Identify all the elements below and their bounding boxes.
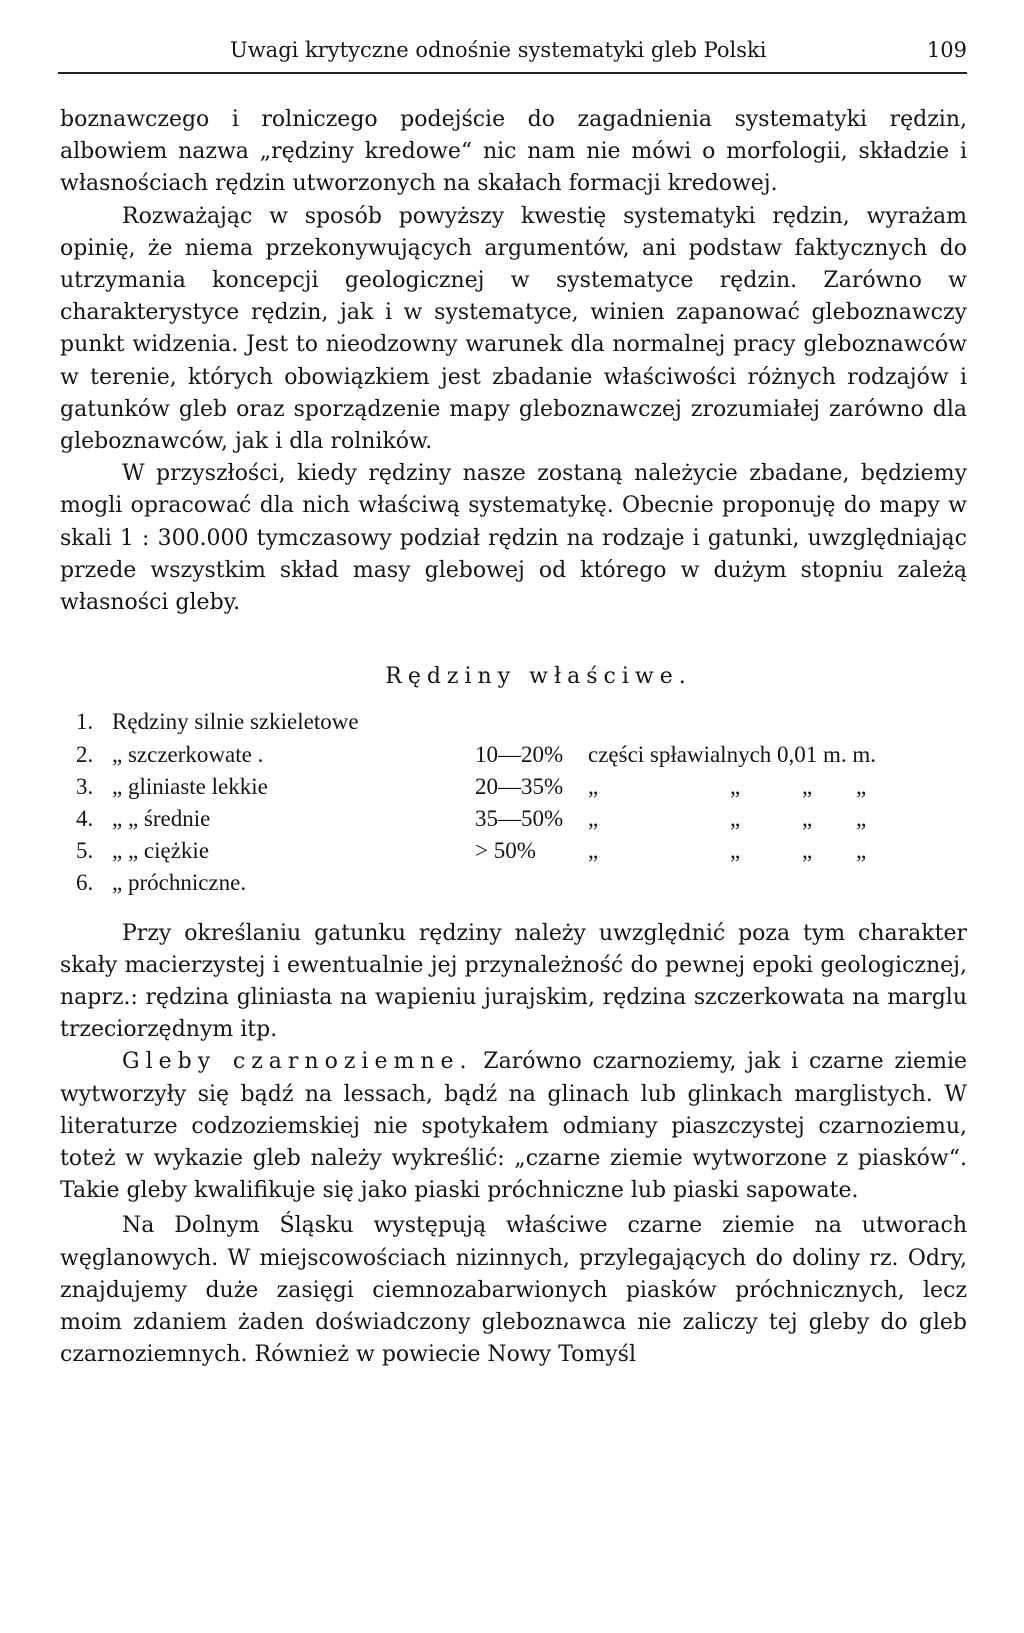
item-name: Rędziny silnie szkieletowe xyxy=(112,709,359,735)
item-description: części spławialnych 0,01 m. m. xyxy=(588,741,877,767)
ditto-mark: „ xyxy=(588,773,599,799)
paragraph-3: W przyszłości, kiedy rędziny nasze zostaną należycie zbadane, będziemy mogli opracować dla nich właściwą systematykę. Obecnie proponuję do mapy w skali 1 : 300.000 tymczasowy podział rędzin na rodzaje i gatunki, uwzględniając przede wszystkim skład masy glebowej od którego w dużym stopniu zależą własności gleby. xyxy=(60,461,967,616)
paragraph-5-lead: Gleby czarnoziemne. xyxy=(122,1049,473,1075)
header-rule xyxy=(58,72,967,74)
item-name: „ „ ciężkie xyxy=(112,838,210,864)
item-number: 5. xyxy=(76,838,94,864)
item-range: 10—20% xyxy=(475,741,564,767)
ditto-mark: „ xyxy=(856,773,867,799)
ditto-mark: „ xyxy=(802,806,813,832)
item-number: 1. xyxy=(76,709,94,735)
paragraph-1: boznawczego i rolniczego podejście do zagadnienia systematyki rędzin, albowiem nazwa „rędziny kredowe“ nic nam nie mówi o morfologii, składzie i własnościach rędzin utworzonych na skałach formacji kredowej. xyxy=(60,107,967,197)
item-name: „ próchniczne. xyxy=(112,870,247,896)
list-item xyxy=(60,739,967,771)
ditto-mark: „ xyxy=(802,838,813,864)
list-item xyxy=(60,867,967,899)
ditto-mark: „ xyxy=(588,806,599,832)
list-item xyxy=(60,803,967,835)
list-item xyxy=(60,771,967,803)
paragraph-2: Rozważając w sposób powyższy kwestię systematyki rędzin, wyrażam opinię, że niema przekonywujących argumentów, ani podstaw faktycznych do utrzymania koncepcji geologicznej w systematyce rędzin. Zarówno w charakterystyce rędzin, jak i w systematyce, winien zapanować gleboznawczy punkt widzenia. Jest to nieodzowny warunek dla normalnej pracy gleboznawców w terenie, których obowiązkiem jest zbadanie właściwości różnych rodzajów i gatunków gleb oraz sporządzenie mapy gleboznawczej zrozumiałej zarówno dla gleboznawców, jak i dla rolników. xyxy=(60,203,967,455)
item-number: 4. xyxy=(76,806,94,832)
item-range: 35—50% xyxy=(475,806,564,832)
ditto-mark: „ xyxy=(588,838,599,864)
page-number: 109 xyxy=(926,38,967,62)
ditto-mark: „ xyxy=(730,838,741,864)
paragraph-5 xyxy=(60,1046,967,1207)
ditto-mark: „ xyxy=(802,773,813,799)
item-name: „ gliniaste lekkie xyxy=(112,773,268,799)
list-item xyxy=(60,835,967,867)
ditto-mark: „ xyxy=(856,806,867,832)
paragraph-4: Przy określaniu gatunku rędziny należy uwzględnić poza tym charakter skały macierzystej i ewentualnie jej przynależność do pewnej epoki geologicznej, naprz.: rędzina gliniasta na wapieniu jurajskim, rędzina szczerkowata na marglu trzeciorzędnym itp. xyxy=(60,920,967,1043)
item-number: 2. xyxy=(76,741,94,767)
item-number: 3. xyxy=(76,773,94,799)
running-title: Uwagi krytyczne odnośnie systematyki gleb Polski xyxy=(230,38,767,62)
item-range: > 50% xyxy=(475,838,536,864)
item-name: „ „ średnie xyxy=(112,806,211,832)
ditto-mark: „ xyxy=(730,806,741,832)
classification-list xyxy=(60,706,967,899)
body-text xyxy=(60,104,967,1371)
paragraph-6: Na Dolnym Śląsku występują właściwe czarne ziemie na utworach węglanowych. W miejscowościach nizinnych, przylegających do doliny rz. Odry, znajdujemy duże zasięgi ciemnozabarwionych piasków próchnicznych, lecz moim zdaniem żaden doświadczony gleboznawca nie zaliczy tej gleby do gleb czarnoziemnych. Również w powiecie Nowy Tomyśl xyxy=(60,1213,967,1368)
paragraph-5-text: Zarówno czarnoziemy, jak i czarne ziemie wytworzyły się bądź na lessach, bądź na glinach lub glinkach marglistych. W literaturze codzoziemskiej nie spotykałem odmiany piaszczystej czarnoziemu, toteż w wykazie gleb należy wykreślić: „czarne ziemie wytworzone z piasków“. Takie gleby kwalifikuje się jako piaski próchniczne lub piaski sapowate. xyxy=(60,1049,967,1204)
item-range: 20—35% xyxy=(475,773,564,799)
item-number: 6. xyxy=(76,870,94,896)
list-item xyxy=(60,706,967,738)
ditto-mark: „ xyxy=(730,773,741,799)
ditto-mark: „ xyxy=(856,838,867,864)
item-name: „ szczerkowate . xyxy=(112,741,264,767)
section-heading: Rędziny właściwe. xyxy=(385,664,692,690)
